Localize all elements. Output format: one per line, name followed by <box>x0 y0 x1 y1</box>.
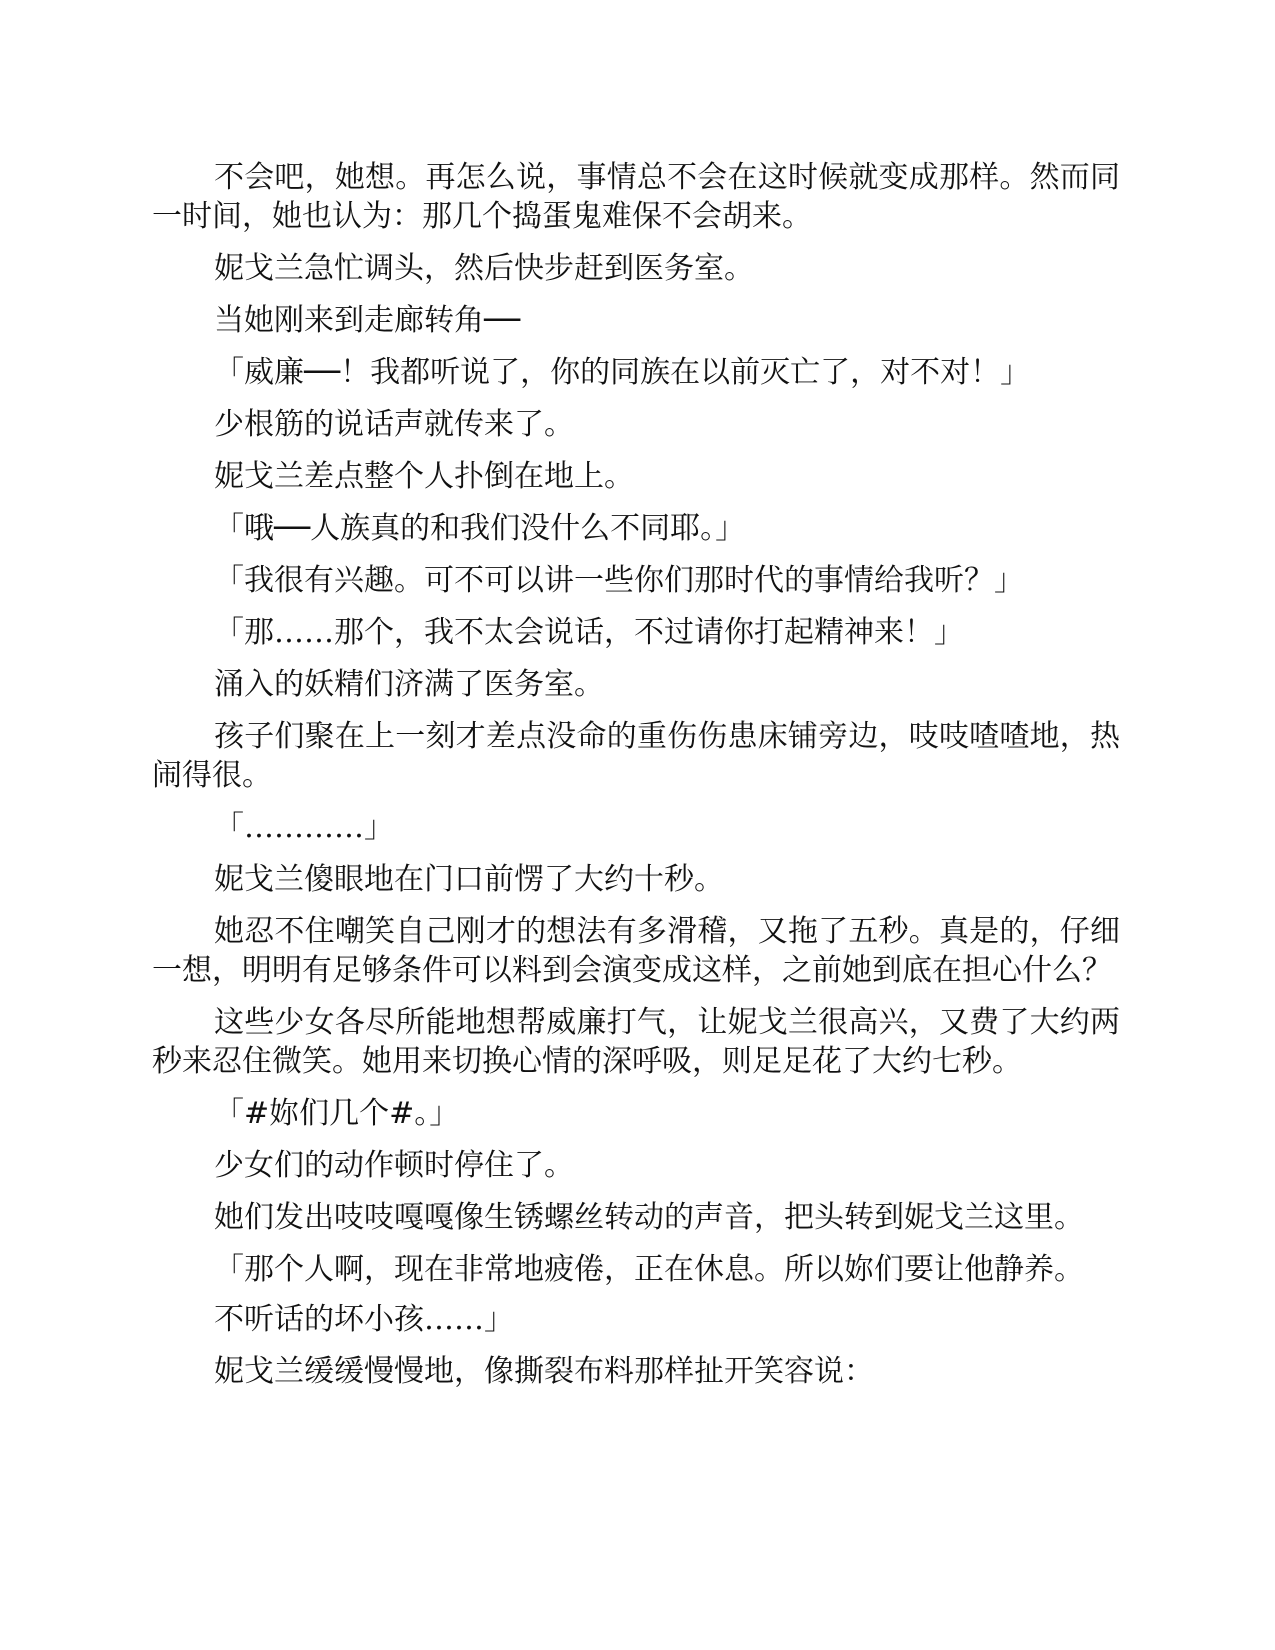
paragraph: 孩子们聚在上一刻才差点没命的重伤伤患床铺旁边，吱吱喳喳地，热闹得很。 <box>152 719 1120 793</box>
body-text <box>152 158 1120 1404</box>
paragraph: 少女们的动作顿时停住了。 <box>214 1148 574 1183</box>
paragraph: 当她刚来到走廊转角── <box>214 303 521 338</box>
paragraph: 「…………」 <box>214 810 394 845</box>
paragraph: 不听话的坏小孩……」 <box>214 1302 514 1337</box>
paragraph: 不会吧，她想。再怎么说，事情总不会在这时候就变成那样。然而同一时间，她也认为：那几个捣蛋鬼难保不会胡来。 <box>152 160 1120 234</box>
paragraph: 「威廉──！我都听说了，你的同族在以前灭亡了，对不对！」 <box>214 355 1031 390</box>
paragraph: 「那……那个，我不太会说话，不过请你打起精神来！」 <box>214 615 964 650</box>
paragraph: 「我很有兴趣。可不可以讲一些你们那时代的事情给我听？」 <box>214 563 1024 598</box>
paragraph: 妮戈兰急忙调头，然后快步赶到医务室。 <box>214 251 754 286</box>
paragraph: 涌入的妖精们济满了医务室。 <box>214 667 604 702</box>
paragraph: 妮戈兰差点整个人扑倒在地上。 <box>214 459 634 494</box>
paragraph: 「那个人啊，现在非常地疲倦，正在休息。所以妳们要让他静养。 <box>214 1252 1084 1287</box>
paragraph: 「哦──人族真的和我们没什么不同耶。」 <box>214 511 746 546</box>
paragraph: 妮戈兰缓缓慢慢地，像撕裂布料那样扯开笑容说： <box>214 1354 874 1389</box>
paragraph: 「#妳们几个#。」 <box>214 1096 460 1131</box>
paragraph: 她忍不住嘲笑自己刚才的想法有多滑稽，又拖了五秒。真是的，仔细一想，明明有足够条件可以料到会演变成这样，之前她到底在担心什么？ <box>152 914 1120 988</box>
paragraph: 妮戈兰傻眼地在门口前愣了大约十秒。 <box>214 862 724 897</box>
paragraph: 少根筋的说话声就传来了。 <box>214 407 574 442</box>
paragraph: 这些少女各尽所能地想帮威廉打气，让妮戈兰很高兴，又费了大约两秒来忍住微笑。她用来切换心情的深呼吸，则足足花了大约七秒。 <box>152 1005 1120 1079</box>
paragraph: 她们发出吱吱嘎嘎像生锈螺丝转动的声音，把头转到妮戈兰这里。 <box>214 1200 1084 1235</box>
